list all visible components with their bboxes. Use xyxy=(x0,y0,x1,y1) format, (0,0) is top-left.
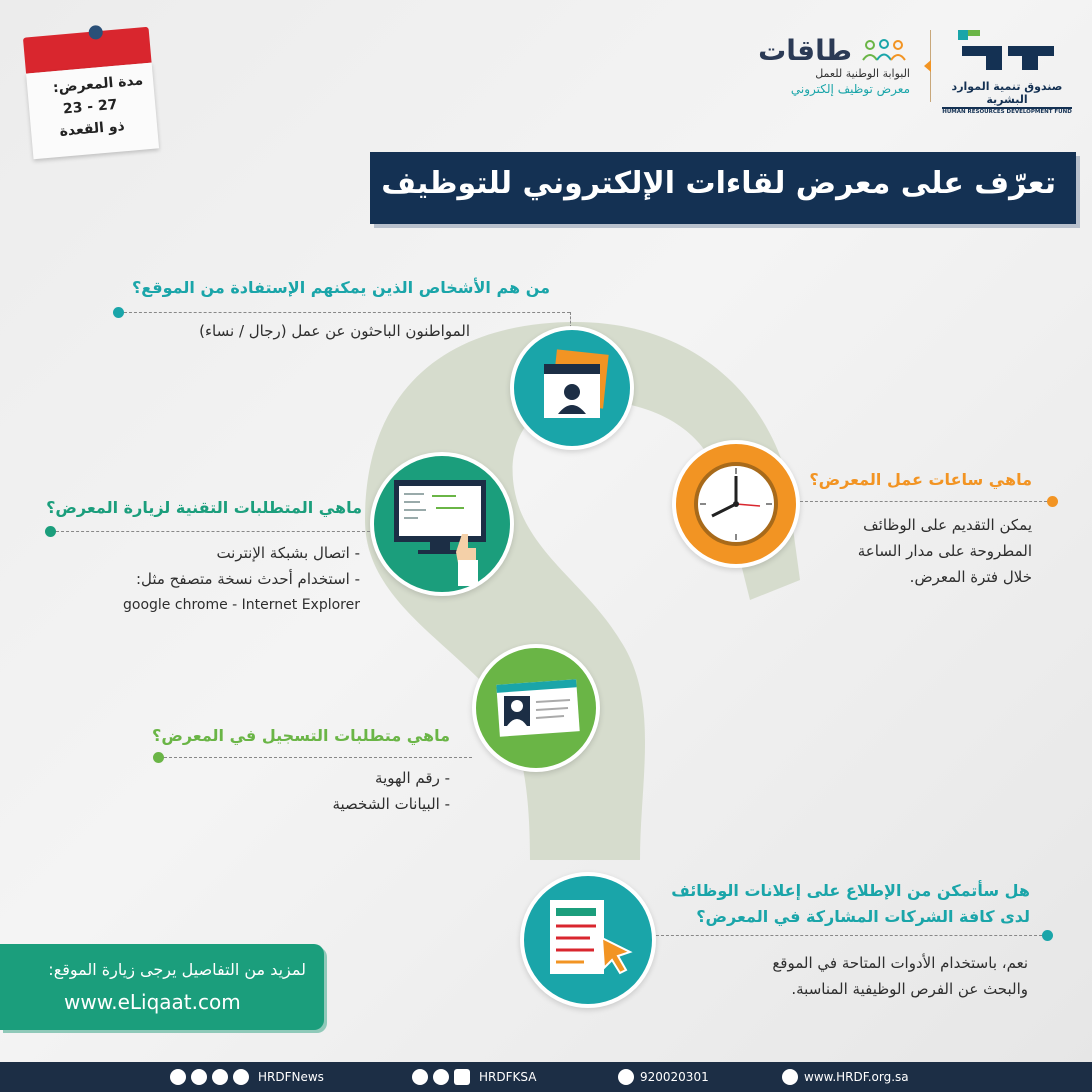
idcard-circle xyxy=(472,644,600,772)
profile-card-icon xyxy=(514,330,630,446)
q3-line-2: - استخدام أحدث نسخة متصفح مثل: xyxy=(135,570,360,588)
q2-line-2: المطروحة على مدار الساعة xyxy=(857,542,1032,560)
social-group-2 xyxy=(412,1069,536,1085)
hrdf-en: HUMAN RESOURCES DEVELOPMENT FUND xyxy=(942,109,1072,115)
q3-question: ماهي المتطلبات التقنية لزيارة المعرض؟ xyxy=(46,498,362,517)
website-link[interactable]: www.HRDF.org.sa xyxy=(804,1070,909,1084)
handle-ksa[interactable]: HRDFKSA xyxy=(479,1070,537,1084)
website-group xyxy=(782,1069,909,1085)
taqat-fair: معرض توظيف إلكتروني xyxy=(790,82,910,96)
phone-number[interactable]: 920020301 xyxy=(640,1070,709,1084)
q5-question-line-1: هل سأتمكن من الإطلاع على إعلانات الوظائف xyxy=(671,881,1030,900)
title-banner xyxy=(370,152,1076,224)
q1-line xyxy=(124,312,570,313)
q2-line xyxy=(800,501,1047,502)
phone-icon xyxy=(618,1069,634,1085)
q4-line xyxy=(164,757,472,758)
calendar-label: مدة المعرض: xyxy=(52,72,144,97)
q4-line-1: - رقم الهوية xyxy=(375,769,450,787)
footer-bar xyxy=(0,1062,1092,1092)
instagram-icon[interactable] xyxy=(191,1069,207,1085)
taqat-logo xyxy=(740,34,910,96)
q5-question xyxy=(671,878,1030,930)
q3-line-1: - اتصال بشبكة الإنترنت xyxy=(216,544,360,562)
hrdf-ar: صندوق تنمية الموارد البشرية xyxy=(951,80,1063,106)
more-info-box[interactable] xyxy=(0,944,324,1030)
q5-line-2: والبحث عن الفرص الوظيفية المناسبة. xyxy=(791,980,1028,998)
monitor-circle xyxy=(370,452,514,596)
job-list-icon xyxy=(524,876,652,1004)
handle-news[interactable]: HRDFNews xyxy=(258,1070,324,1084)
q3-answer xyxy=(60,540,360,618)
phone-group xyxy=(618,1069,709,1085)
q1-answer: المواطنون الباحثون عن عمل (رجال / نساء) xyxy=(199,322,470,340)
joblist-circle xyxy=(520,872,656,1008)
calendar-month: ذو القعدة xyxy=(58,118,126,140)
social-group-1 xyxy=(170,1069,324,1085)
q5-answer xyxy=(698,950,1028,1002)
more-info-text: لمزيد من التفاصيل يرجى زيارة الموقع: xyxy=(48,960,306,979)
linkedin-icon[interactable] xyxy=(412,1069,428,1085)
taqat-name: طاقات xyxy=(758,34,852,67)
page-title: تعرّف على معرض لقاءات الإلكتروني للتوظيف xyxy=(381,166,1056,201)
taqat-sub: البوابة الوطنية للعمل xyxy=(815,67,910,80)
q1-question: من هم الأشخاص الذين يمكنهم الإستفادة من الموقع؟ xyxy=(131,278,550,297)
q2-answer xyxy=(792,512,1032,590)
calendar-card xyxy=(23,27,159,160)
snapchat-icon[interactable] xyxy=(212,1069,228,1085)
id-card-icon xyxy=(476,648,596,768)
computer-icon xyxy=(374,456,510,592)
q2-line-3: خلال فترة المعرض. xyxy=(909,568,1032,586)
clock-icon xyxy=(676,444,796,564)
hrdf-logo xyxy=(942,26,1072,115)
q1-dot xyxy=(113,307,124,318)
q5-question-line-2: لدى كافة الشركات المشاركة في المعرض؟ xyxy=(696,907,1030,926)
q4-question: ماهي متطلبات التسجيل في المعرض؟ xyxy=(152,726,450,745)
hrdf-mark-icon xyxy=(942,26,1072,76)
facebook-icon[interactable] xyxy=(233,1069,249,1085)
q5-line-1: نعم، باستخدام الأدوات المتاحة في الموقع xyxy=(772,954,1028,972)
clock-circle xyxy=(672,440,800,568)
q2-question: ماهي ساعات عمل المعرض؟ xyxy=(809,470,1032,489)
q4-dot xyxy=(153,752,164,763)
googleplus-icon[interactable] xyxy=(433,1069,449,1085)
youtube-icon[interactable] xyxy=(454,1069,470,1085)
more-info-url[interactable]: www.eLiqaat.com xyxy=(64,990,241,1014)
q2-line-1: يمكن التقديم على الوظائف xyxy=(863,516,1032,534)
q3-line-3: google chrome - Internet Explorer xyxy=(123,597,360,613)
calendar-days: 23 - 27 xyxy=(62,96,119,118)
q5-line xyxy=(656,935,1042,936)
q5-dot xyxy=(1042,930,1053,941)
monitor-icon xyxy=(782,1069,798,1085)
divider-arrow-icon xyxy=(924,60,931,72)
q2-dot xyxy=(1047,496,1058,507)
q3-line xyxy=(56,531,370,532)
q4-line-2: - البيانات الشخصية xyxy=(332,795,450,813)
profile-circle xyxy=(510,326,634,450)
q3-dot xyxy=(45,526,56,537)
q4-answer xyxy=(250,765,450,817)
twitter-icon[interactable] xyxy=(170,1069,186,1085)
people-icon xyxy=(858,38,910,64)
